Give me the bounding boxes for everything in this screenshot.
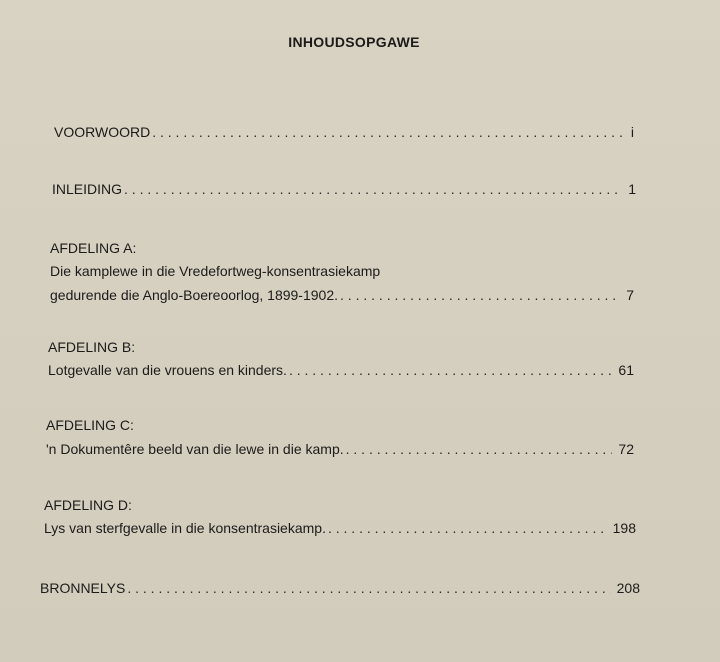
dot-leader <box>127 580 610 596</box>
toc-entry-afdeling-b <box>48 362 634 378</box>
dot-leader <box>328 520 607 536</box>
toc-entry-line: Die kamplewe in die Vredefortweg-konsentrasiekamp <box>50 263 381 279</box>
toc-entry-voorwoord <box>54 124 634 140</box>
toc-page-number: i <box>630 124 634 140</box>
toc-entry-inleiding <box>52 181 636 197</box>
toc-entry-afdeling-a <box>50 287 634 303</box>
toc-entry-label: gedurende die Anglo-Boereoorlog, 1899-1902. <box>50 287 339 303</box>
dot-leader <box>340 287 620 303</box>
toc-page-number: 208 <box>616 580 640 596</box>
toc-entry-afdeling-c <box>46 441 634 457</box>
toc-entry-bronnelys <box>40 580 640 596</box>
section-heading-a: AFDELING A: <box>50 240 137 256</box>
dot-leader <box>124 181 622 197</box>
toc-page-number: 7 <box>626 287 634 303</box>
dot-leader <box>152 124 625 140</box>
toc-page-number: 72 <box>618 441 634 457</box>
toc-page-number: 1 <box>628 181 636 197</box>
toc-page-number: 61 <box>618 362 634 378</box>
toc-page-number: 198 <box>612 520 636 536</box>
section-heading-d: AFDELING D: <box>44 497 132 513</box>
page-title: INHOUDSOPGAWE <box>288 34 420 50</box>
section-heading-b: AFDELING B: <box>48 339 136 355</box>
toc-entry-label: 'n Dokumentêre beeld van die lewe in die kamp. <box>46 441 344 457</box>
toc-entry-afdeling-d <box>44 520 636 536</box>
toc-entry-label: Lotgevalle van die vrouens en kinders. <box>48 362 287 378</box>
toc-entry-label: Lys van sterfgevalle in die konsentrasiekamp. <box>44 520 326 536</box>
toc-entry-label: INLEIDING <box>52 181 123 197</box>
toc-entry-label: BRONNELYS <box>40 580 126 596</box>
dot-leader <box>346 441 613 457</box>
dot-leader <box>289 362 612 378</box>
toc-entry-label: VOORWOORD <box>54 124 151 140</box>
section-heading-c: AFDELING C: <box>46 417 134 433</box>
